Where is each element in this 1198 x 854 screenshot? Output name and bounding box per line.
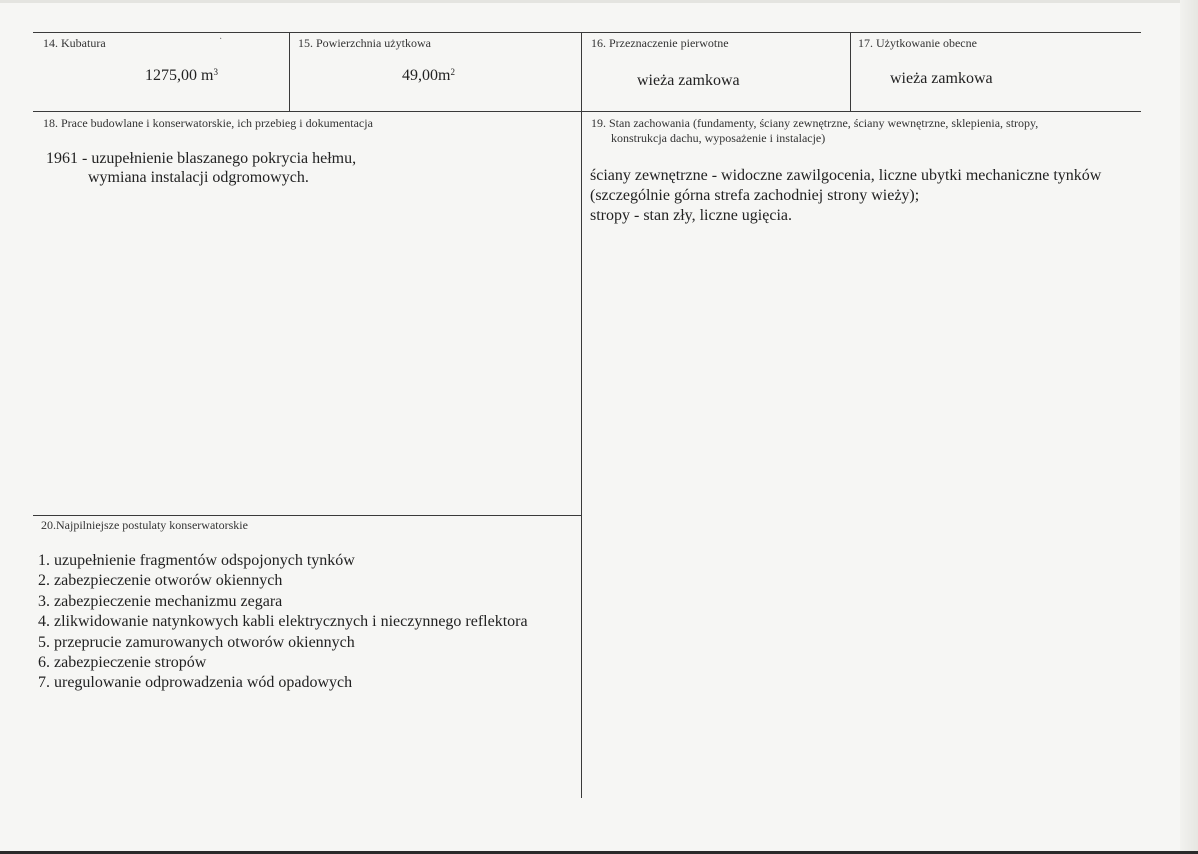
field-14-unit-superscript: 3 <box>213 67 218 77</box>
postulate-item: 6. zabezpieczenie stropów <box>38 654 207 672</box>
form-row-divider <box>33 111 1141 112</box>
field-16-label: 16. Przeznaczenie pierwotne <box>591 36 729 50</box>
field-19-line-1: ściany zewnętrzne - widoczne zawilgocenia, liczne ubytki mechaniczne tynków <box>590 167 1102 184</box>
field-14-value <box>145 66 218 85</box>
column-divider-14-15 <box>289 32 290 111</box>
column-divider-main <box>581 32 582 798</box>
column-divider-16-17 <box>850 32 851 111</box>
field-15-unit-superscript: 2 <box>450 67 455 77</box>
postulate-item: 4. zlikwidowanie natynkowych kabli elektrycznych i nieczynnego reflektora <box>38 613 528 631</box>
form-top-border <box>33 32 1141 33</box>
field-19-line-2: (szczególnie górna strefa zachodniej strony wieży); <box>590 187 920 204</box>
field-18-line-2: wymiana instalacji odgromowych. <box>88 169 309 186</box>
section-20-top-border <box>33 515 581 516</box>
field-20-postulate-list <box>38 551 528 694</box>
field-15-value <box>402 66 455 85</box>
field-15-label: 15. Powierzchnia użytkowa <box>298 36 431 50</box>
postulate-item: 7. uregulowanie odprowadzenia wód opadowych <box>38 674 353 692</box>
field-16-value: wieża zamkowa <box>637 72 740 89</box>
field-15-value-text: 49,00m <box>402 67 451 84</box>
field-20-label: 20.Najpilniejsze postulaty konserwatorskie <box>41 518 248 532</box>
field-18-line-1: 1961 - uzupełnienie blaszanego pokrycia hełmu, <box>46 150 357 167</box>
postulate-item: 3. zabezpieczenie mechanizmu zegara <box>38 592 283 610</box>
field-19-label-line-1: 19. Stan zachowania (fundamenty, ściany zewnętrzne, ściany wewnętrzne, sklepienia, stropy, <box>591 116 1039 130</box>
scan-speck: · <box>219 34 223 45</box>
postulate-item: 1. uzupełnienie fragmentów odspojonych tynków <box>38 552 355 569</box>
field-17-label: 17. Użytkowanie obecne <box>858 36 977 50</box>
page-edge-top <box>0 0 1198 3</box>
postulate-item: 5. przeprucie zamurowanych otworów okiennych <box>38 633 355 651</box>
page-edge-right <box>1180 0 1198 854</box>
field-19-label-line-2: konstrukcja dachu, wyposażenie i instalacje) <box>611 131 826 145</box>
field-14-label: 14. Kubatura <box>43 36 106 50</box>
field-18-label: 18. Prace budowlane i konserwatorskie, ich przebieg i dokumentacja <box>43 116 373 130</box>
field-19-line-3: stropy - stan zły, liczne ugięcia. <box>590 207 792 224</box>
field-14-value-text: 1275,00 m <box>145 67 214 84</box>
field-17-value: wieża zamkowa <box>890 70 993 87</box>
postulate-item: 2. zabezpieczenie otworów okiennych <box>38 572 283 590</box>
